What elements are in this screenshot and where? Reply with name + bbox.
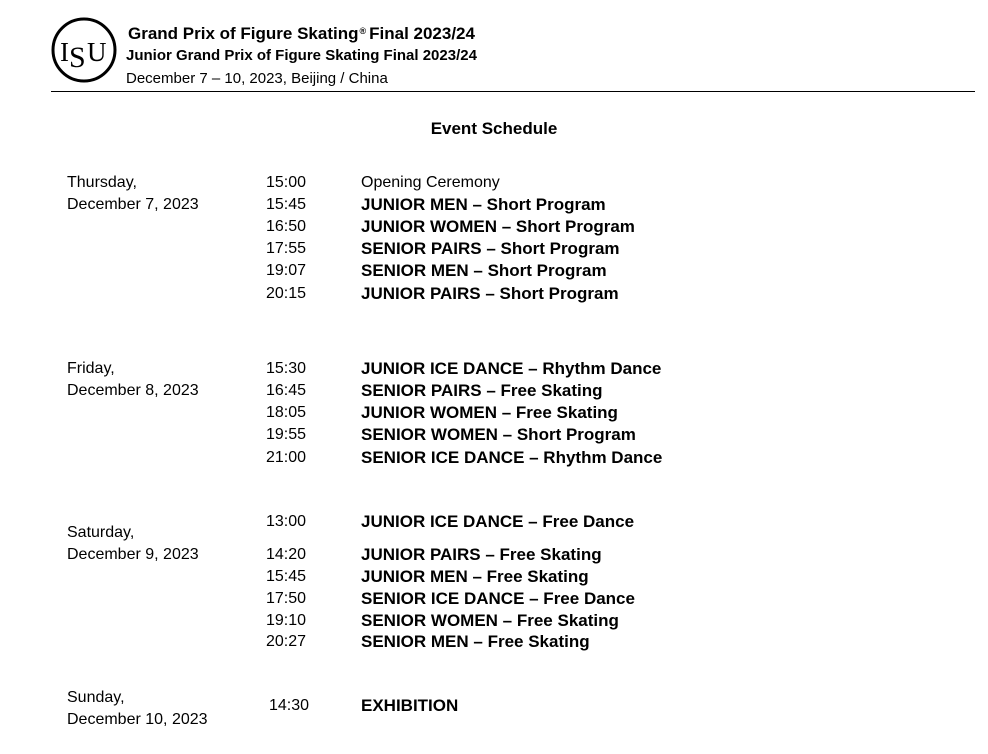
event-name: SENIOR MEN – Free Skating — [361, 632, 590, 651]
event-time: 15:45 — [266, 196, 307, 213]
event-time: 17:50 — [266, 590, 307, 607]
event-name: JUNIOR WOMEN – Free Skating — [361, 403, 618, 422]
event-name: JUNIOR WOMEN – Short Program — [361, 217, 635, 236]
event-time: 15:30 — [266, 360, 307, 377]
event-time: 21:00 — [266, 449, 307, 466]
event-time: 18:05 — [266, 404, 307, 421]
dates-location: December 7 – 10, 2023, Beijing / China — [126, 70, 388, 87]
event-time: 16:45 — [266, 382, 307, 399]
isu-logo — [51, 17, 117, 83]
document-subtitle: Junior Grand Prix of Figure Skating Final 2023/24 — [126, 47, 477, 64]
day-name: Saturday, — [67, 524, 135, 541]
event-name: JUNIOR ICE DANCE – Rhythm Dance — [361, 359, 662, 378]
svg-text:U: U — [87, 37, 107, 67]
day-name: Friday, — [67, 360, 115, 377]
event-name: SENIOR PAIRS – Short Program — [361, 239, 620, 258]
day-date: December 7, 2023 — [67, 196, 199, 213]
event-time: 13:00 — [266, 513, 307, 530]
day-date: December 8, 2023 — [67, 382, 199, 399]
event-time: 17:55 — [266, 240, 307, 257]
event-name: SENIOR WOMEN – Short Program — [361, 425, 636, 444]
document-title — [128, 18, 475, 47]
registered-mark: ® — [359, 26, 367, 36]
event-name: JUNIOR PAIRS – Free Skating — [361, 545, 602, 564]
event-name: SENIOR ICE DANCE – Free Dance — [361, 589, 635, 608]
event-name: SENIOR PAIRS – Free Skating — [361, 381, 603, 400]
event-name: SENIOR WOMEN – Free Skating — [361, 611, 619, 630]
event-name: JUNIOR MEN – Free Skating — [361, 567, 589, 586]
event-time: 15:00 — [266, 174, 307, 191]
event-time: 14:30 — [269, 697, 310, 714]
svg-text:S: S — [69, 41, 86, 74]
event-name: Opening Ceremony — [361, 174, 500, 191]
event-name: EXHIBITION — [361, 696, 459, 715]
day-name: Sunday, — [67, 689, 125, 706]
title-text: Grand Prix of Figure Skating — [128, 24, 359, 43]
header-divider — [51, 91, 975, 92]
event-time: 19:10 — [266, 612, 307, 629]
day-date: December 10, 2023 — [67, 711, 208, 728]
event-time: 19:55 — [266, 426, 307, 443]
event-time: 14:20 — [266, 546, 307, 563]
title-suffix: Final 2023/24 — [369, 24, 475, 43]
svg-text:I: I — [60, 37, 69, 67]
event-time: 16:50 — [266, 218, 307, 235]
event-name: SENIOR MEN – Short Program — [361, 261, 607, 280]
event-name: JUNIOR PAIRS – Short Program — [361, 284, 619, 303]
event-name: SENIOR ICE DANCE – Rhythm Dance — [361, 448, 663, 467]
schedule-title: Event Schedule — [430, 119, 558, 138]
event-name: JUNIOR MEN – Short Program — [361, 195, 606, 214]
event-time: 20:15 — [266, 285, 307, 302]
event-name: JUNIOR ICE DANCE – Free Dance — [361, 512, 635, 531]
day-name: Thursday, — [67, 174, 137, 191]
event-time: 20:27 — [266, 633, 307, 650]
event-time: 15:45 — [266, 568, 307, 585]
event-time: 19:07 — [266, 262, 307, 279]
day-date: December 9, 2023 — [67, 546, 199, 563]
